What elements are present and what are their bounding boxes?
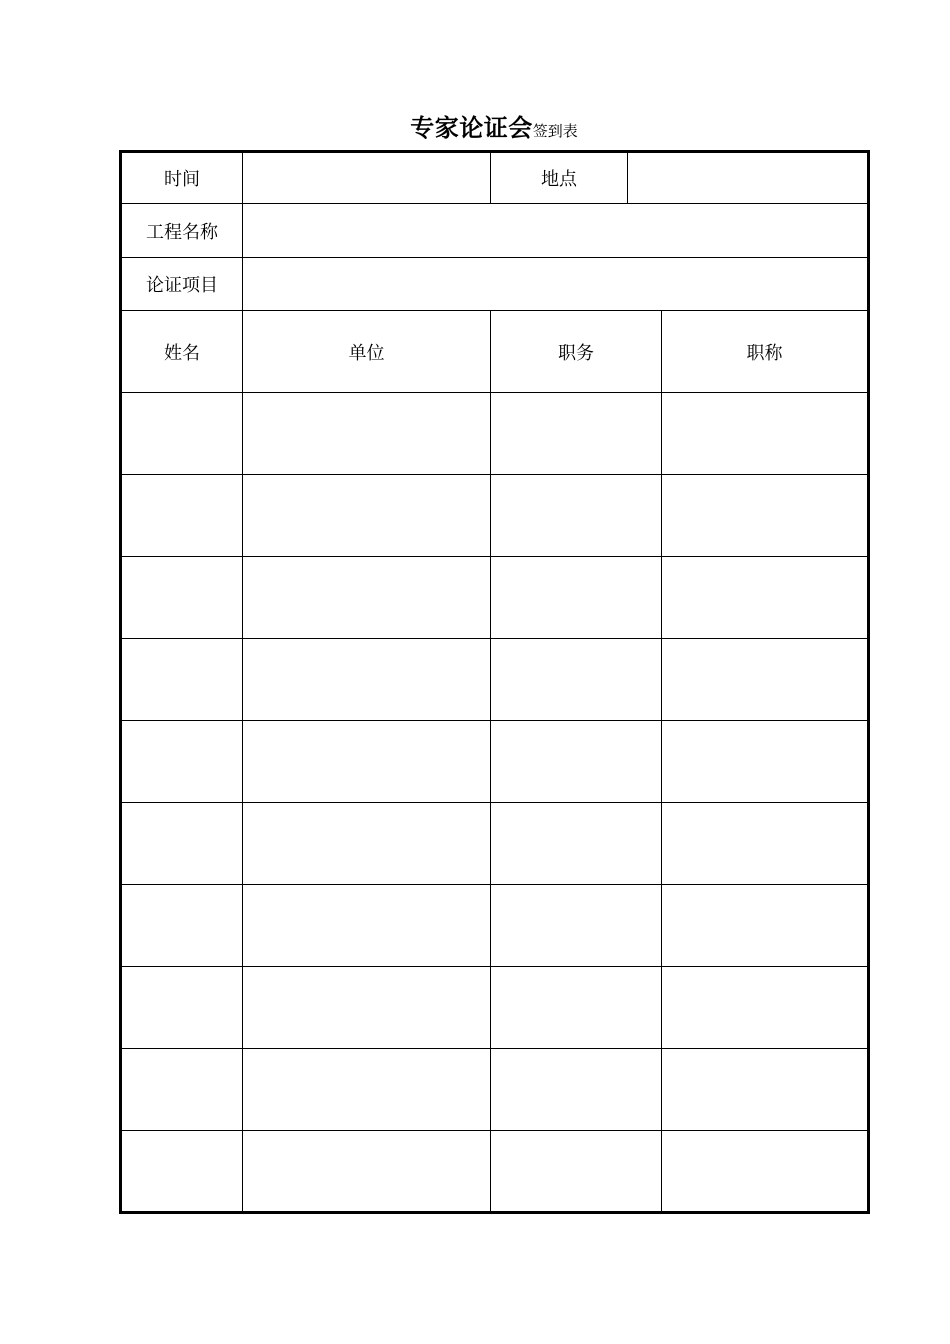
project-name-label: 工程名称 [121,204,243,258]
table-row [121,557,869,639]
table-row [121,1049,869,1131]
column-header-unit: 单位 [243,311,491,393]
unit-cell[interactable] [243,967,491,1049]
table-row [121,721,869,803]
name-cell[interactable] [121,1131,243,1213]
unit-cell[interactable] [243,803,491,885]
name-cell[interactable] [121,721,243,803]
review-item-field[interactable] [243,258,869,311]
title-cell[interactable] [662,967,869,1049]
unit-cell[interactable] [243,721,491,803]
sign-in-table [119,150,870,1214]
unit-cell[interactable] [243,639,491,721]
place-label: 地点 [491,152,628,204]
position-cell[interactable] [491,885,662,967]
position-cell[interactable] [491,721,662,803]
title-cell[interactable] [662,1131,869,1213]
title-sub: 签到表 [532,122,578,140]
position-cell[interactable] [491,393,662,475]
column-header-position: 职务 [491,311,662,393]
name-cell[interactable] [121,967,243,1049]
unit-cell[interactable] [243,393,491,475]
unit-cell[interactable] [243,885,491,967]
time-place-row [121,152,869,204]
column-header-title: 职称 [662,311,869,393]
table-header-row [121,311,869,393]
title-cell[interactable] [662,475,869,557]
time-field[interactable] [243,152,491,204]
position-cell[interactable] [491,1131,662,1213]
time-label: 时间 [121,152,243,204]
position-cell[interactable] [491,639,662,721]
title-cell[interactable] [662,721,869,803]
table-row [121,393,869,475]
title-cell[interactable] [662,557,869,639]
title-cell[interactable] [662,803,869,885]
unit-cell[interactable] [243,1131,491,1213]
table-row [121,967,869,1049]
unit-cell[interactable] [243,1049,491,1131]
position-cell[interactable] [491,1049,662,1131]
table-row [121,639,869,721]
position-cell[interactable] [491,557,662,639]
title-cell[interactable] [662,393,869,475]
title-cell[interactable] [662,1049,869,1131]
project-name-row [121,204,869,258]
title-cell[interactable] [662,885,869,967]
table-row [121,885,869,967]
name-cell[interactable] [121,475,243,557]
column-header-name: 姓名 [121,311,243,393]
place-field[interactable] [628,152,869,204]
table-row [121,475,869,557]
title-cell[interactable] [662,639,869,721]
position-cell[interactable] [491,803,662,885]
name-cell[interactable] [121,803,243,885]
position-cell[interactable] [491,475,662,557]
position-cell[interactable] [491,967,662,1049]
name-cell[interactable] [121,639,243,721]
project-name-field[interactable] [243,204,869,258]
unit-cell[interactable] [243,557,491,639]
name-cell[interactable] [121,557,243,639]
review-item-row [121,258,869,311]
name-cell[interactable] [121,393,243,475]
table-row [121,803,869,885]
name-cell[interactable] [121,1049,243,1131]
name-cell[interactable] [121,885,243,967]
document-title [0,108,950,143]
unit-cell[interactable] [243,475,491,557]
review-item-label: 论证项目 [121,258,243,311]
title-main: 专家论证会 [410,114,533,142]
table-row [121,1131,869,1213]
